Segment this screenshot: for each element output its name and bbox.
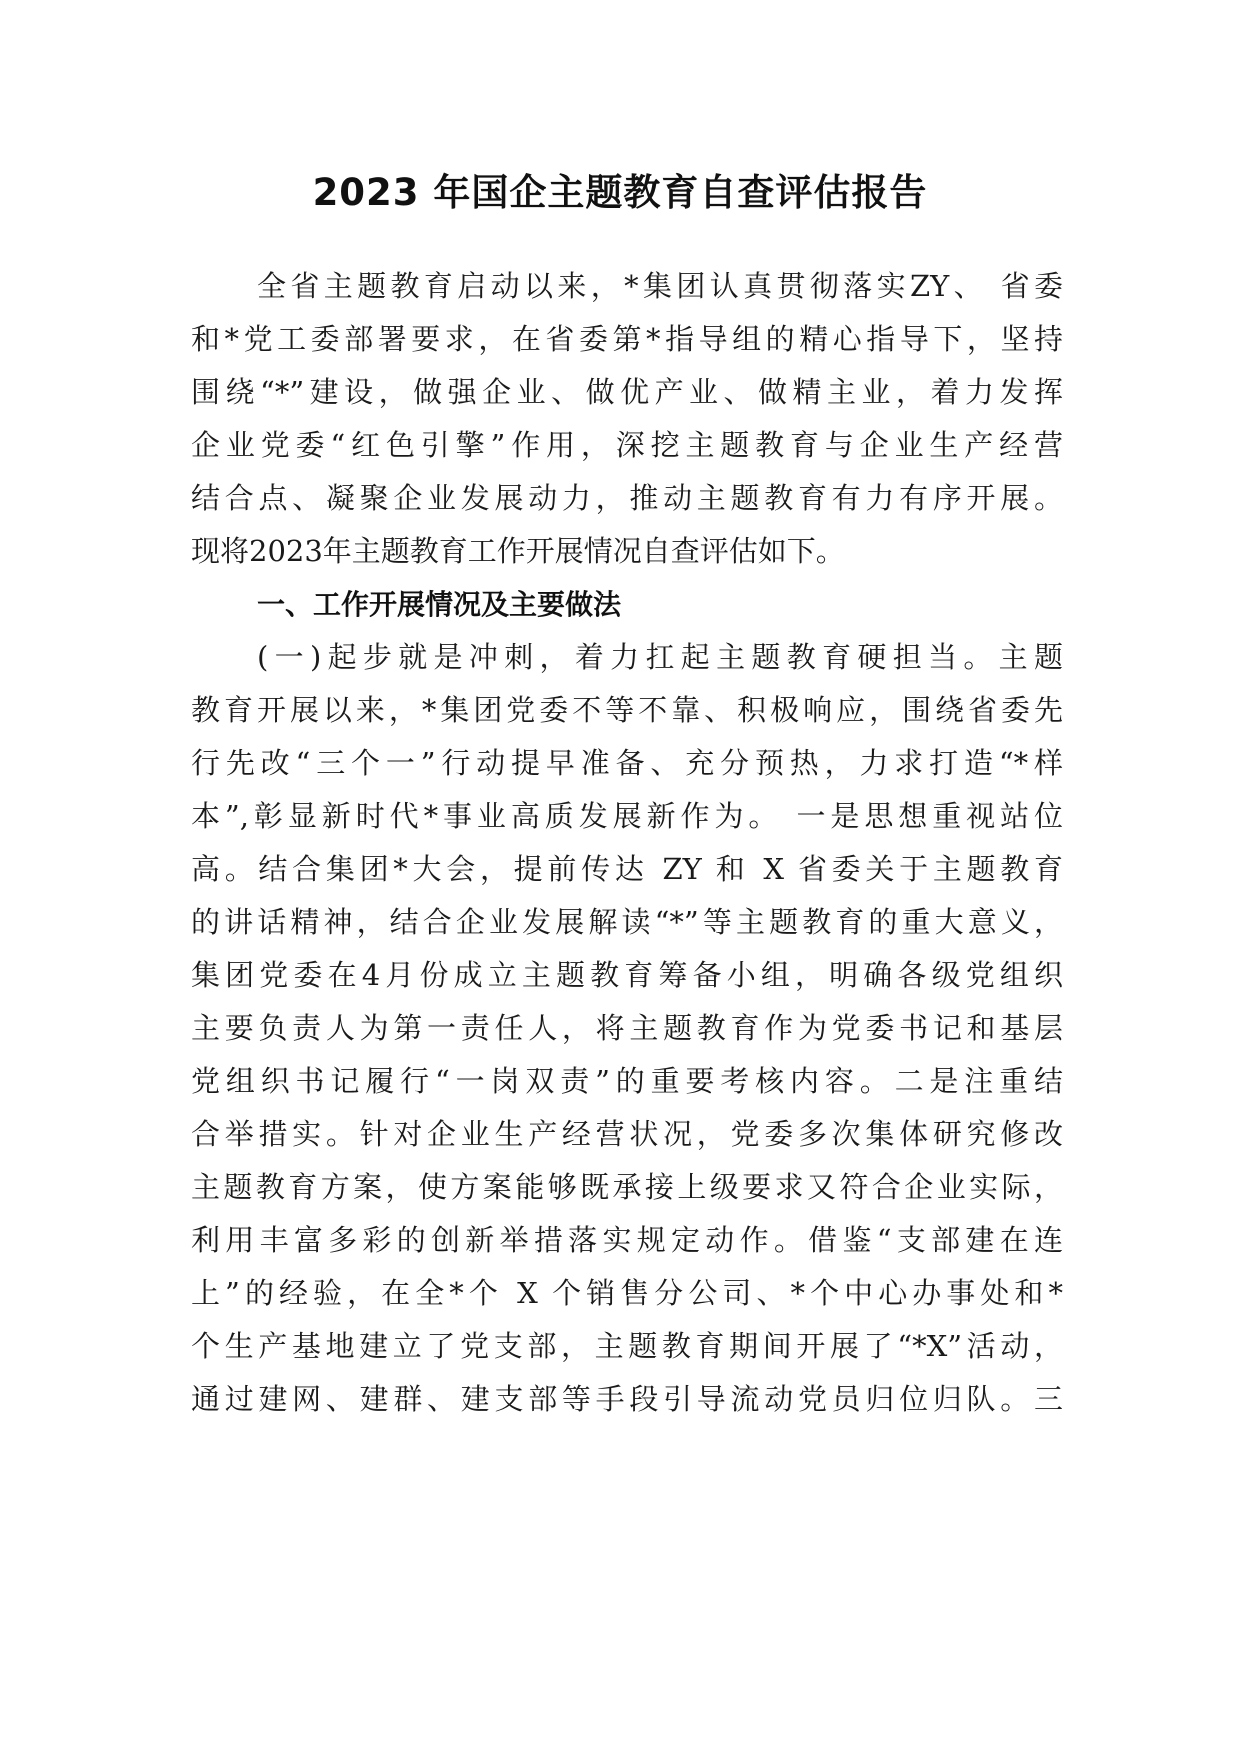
section-line-6: 的讲话精神，结合企业发展解读“*”等主题教育的重大意义，	[191, 905, 1063, 939]
section-line-14: 个生产基地建立了党支部，主题教育期间开展了“*X”活动，	[191, 1329, 1063, 1363]
section-line-9: 党组织书记履行“一岗双责”的重要考核内容。二是注重结	[191, 1064, 1063, 1098]
section-line-5: 高。结合集团*大会，提前传达 ZY 和 X 省委关于主题教育	[191, 852, 1063, 886]
intro-line-5: 结合点、凝聚企业发展动力，推动主题教育有力有序开展。	[191, 481, 1063, 515]
section-line-13: 上”的经验，在全*个 X 个销售分公司、*个中心办事处和*	[191, 1276, 1063, 1310]
intro-line-1: 全省主题教育启动以来，*集团认真贯彻落实ZY、 省委	[257, 269, 1063, 303]
section-heading: 一、工作开展情况及主要做法	[257, 588, 622, 621]
section-line-11: 主题教育方案，使方案能够既承接上级要求又符合企业实际，	[191, 1170, 1063, 1204]
intro-line-3: 围绕“*”建设，做强企业、做优产业、做精主业，着力发挥	[191, 375, 1063, 409]
section-line-2: 教育开展以来，*集团党委不等不靠、积极响应，围绕省委先	[191, 693, 1063, 727]
intro-line-6: 现将2023年主题教育工作开展情况自查评估如下。	[191, 534, 845, 568]
section-line-8: 主要负责人为第一责任人，将主题教育作为党委书记和基层	[191, 1011, 1063, 1045]
section-line-12: 利用丰富多彩的创新举措落实规定动作。借鉴“支部建在连	[191, 1223, 1063, 1257]
intro-line-4: 企业党委“红色引擎”作用，深挖主题教育与企业生产经营	[191, 428, 1063, 462]
intro-line-2: 和*党工委部署要求，在省委第*指导组的精心指导下，坚持	[191, 322, 1063, 356]
section-line-4: 本”,彰显新时代*事业高质发展新作为。 一是思想重视站位	[191, 799, 1063, 833]
section-line-10: 合举措实。针对企业生产经营状况，党委多次集体研究修改	[191, 1117, 1063, 1151]
section-line-3: 行先改“三个一”行动提早准备、充分预热，力求打造“*样	[191, 746, 1063, 780]
section-line-7: 集团党委在4月份成立主题教育筹备小组，明确各级党组织	[191, 958, 1063, 992]
document-title: 2023 年国企主题教育自查评估报告	[312, 171, 928, 214]
section-line-15: 通过建网、建群、建支部等手段引导流动党员归位归队。三	[191, 1382, 1063, 1416]
document-body	[191, 260, 1063, 1426]
section-line-1: (一)起步就是冲刺，着力扛起主题教育硬担当。主题	[257, 640, 1063, 674]
